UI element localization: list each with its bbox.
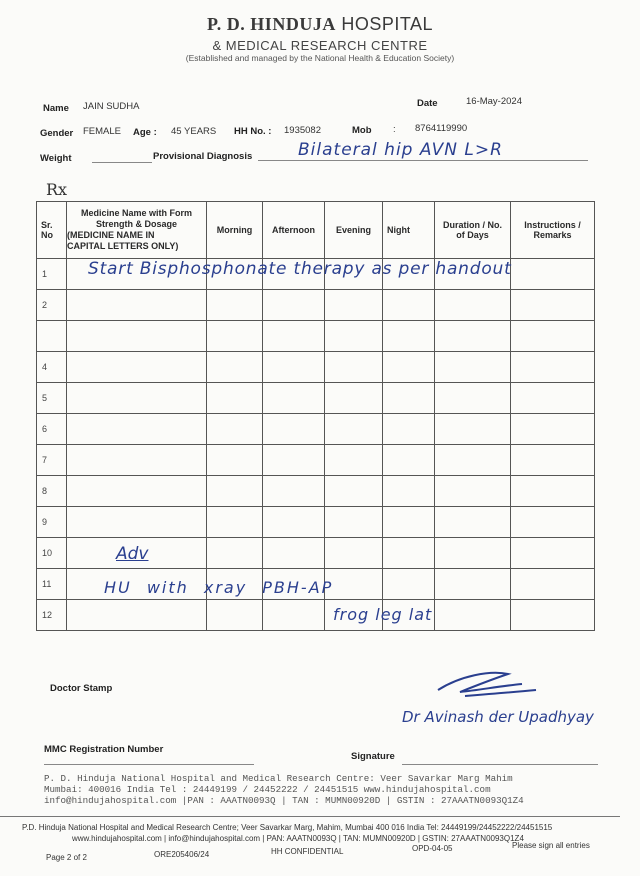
table-cell: [207, 538, 263, 569]
table-cell: [67, 600, 207, 631]
hospital-name-rest: HOSPITAL: [341, 14, 434, 34]
header-medicine-line3: (MEDICINE NAME IN: [67, 230, 155, 240]
patient-gender: FEMALE: [83, 126, 122, 137]
mobile-number: 8764119990: [415, 123, 468, 134]
table-row: [37, 476, 595, 507]
header-evening: Evening: [325, 202, 383, 259]
table-cell: [207, 383, 263, 414]
table-cell: [511, 569, 595, 600]
table-cell: [383, 321, 435, 352]
table-cell: [263, 290, 325, 321]
table-row: [37, 290, 595, 321]
table-cell: [511, 414, 595, 445]
table-cell: [325, 507, 383, 538]
sign-all-note: Please sign all entries: [512, 841, 590, 850]
signature-label: Signature: [351, 751, 395, 762]
table-cell: [511, 290, 595, 321]
table-cell: [511, 476, 595, 507]
row-number: 5: [37, 383, 67, 414]
table-cell: [263, 414, 325, 445]
form-code: ORE205406/24: [154, 850, 210, 859]
footer-line-1: P.D. Hinduja National Hospital and Medical Research Centre; Veer Savarkar Marg, Mahim, Mumbai 400 016 India Tel: 24449199/24452222/24451515: [22, 823, 553, 832]
table-cell: [383, 476, 435, 507]
table-cell: [207, 321, 263, 352]
table-cell: [435, 445, 511, 476]
table-cell: [207, 600, 263, 631]
table-cell: [435, 321, 511, 352]
visit-date: 16-May-2024: [466, 96, 522, 107]
table-cell: [325, 321, 383, 352]
table-cell: [511, 600, 595, 631]
row-number: 11: [37, 569, 67, 600]
header-morning: Morning: [207, 202, 263, 259]
mob-label: Mob: [352, 125, 372, 136]
table-cell: [67, 507, 207, 538]
handwritten-row12: frog leg lat: [333, 605, 433, 624]
row-number: 12: [37, 600, 67, 631]
row-number: 1: [37, 259, 67, 290]
signature-line: [402, 764, 598, 765]
header-medicine: [67, 202, 207, 259]
prescription-rows: [37, 259, 595, 631]
table-cell: [67, 414, 207, 445]
table-cell: [263, 352, 325, 383]
table-cell: [325, 414, 383, 445]
table-cell: [325, 352, 383, 383]
table-cell: [207, 445, 263, 476]
doctor-stamp-label: Doctor Stamp: [50, 683, 113, 694]
table-cell: [435, 383, 511, 414]
table-cell: [207, 290, 263, 321]
mmc-label: MMC Registration Number: [44, 744, 164, 755]
table-cell: [207, 352, 263, 383]
table-cell: [435, 600, 511, 631]
table-cell: [383, 352, 435, 383]
rx-symbol: Rx: [46, 180, 68, 199]
table-cell: [435, 569, 511, 600]
table-cell: [511, 321, 595, 352]
table-cell: [263, 383, 325, 414]
table-cell: [435, 538, 511, 569]
hospital-name-bold: P. D. HINDUJA: [206, 14, 336, 34]
table-cell: [67, 445, 207, 476]
table-cell: [435, 352, 511, 383]
hh-label: HH No. :: [234, 126, 272, 137]
table-cell: [435, 507, 511, 538]
mob-colon: :: [393, 124, 396, 135]
row-number: 2: [37, 290, 67, 321]
handwritten-row10: Adv: [116, 544, 149, 564]
table-cell: [263, 600, 325, 631]
hospital-title: [0, 14, 640, 35]
table-cell: [325, 383, 383, 414]
header-medicine-line2: Strength & Dosage: [95, 219, 177, 229]
table-cell: [67, 321, 207, 352]
row-number: 9: [37, 507, 67, 538]
diagnosis-line: [258, 160, 588, 161]
table-cell: [207, 414, 263, 445]
table-cell: [383, 507, 435, 538]
table-cell: [263, 476, 325, 507]
row-number: [37, 321, 67, 352]
handwritten-row11: HU with xray PBH-AP: [104, 578, 334, 597]
table-row: [37, 352, 595, 383]
table-row: [37, 600, 595, 631]
footer-line-2: www.hindujahospital.com | info@hindujahospital.com | PAN: AAATN0093Q | TAN: MUMN00920D | GSTIN: 27AAATN0093Q1Z4: [72, 834, 524, 843]
table-cell: [263, 445, 325, 476]
table-cell: [67, 290, 207, 321]
diagnosis-handwritten: Bilateral hip AVN L>R: [298, 140, 503, 160]
table-cell: [263, 507, 325, 538]
mmc-line: [44, 764, 254, 765]
date-label: Date: [417, 98, 438, 109]
table-row: [37, 321, 595, 352]
table-cell: [383, 445, 435, 476]
page-number: Page 2 of 2: [46, 853, 87, 862]
patient-age: 45 YEARS: [171, 126, 217, 137]
header-night: Night: [383, 202, 435, 259]
row-number: 6: [37, 414, 67, 445]
table-cell: [67, 383, 207, 414]
table-cell: [383, 538, 435, 569]
table-row: [37, 445, 595, 476]
signature-scribble: [430, 668, 540, 704]
table-cell: [383, 383, 435, 414]
table-cell: [435, 290, 511, 321]
table-cell: [511, 538, 595, 569]
footer-divider: [0, 816, 620, 817]
table-cell: [263, 321, 325, 352]
gender-label: Gender: [40, 128, 74, 139]
table-cell: [383, 414, 435, 445]
doctor-signature: Dr Avinash der Upadhyay: [402, 708, 594, 726]
row-number: 8: [37, 476, 67, 507]
table-cell: [511, 383, 595, 414]
row-number: 4: [37, 352, 67, 383]
table-cell: [435, 414, 511, 445]
table-cell: [263, 538, 325, 569]
header-medicine-line4: CAPITAL LETTERS ONLY): [67, 241, 179, 251]
table-cell: [511, 445, 595, 476]
patient-name: JAIN SUDHA: [83, 101, 140, 112]
weight-label: Weight: [40, 153, 72, 164]
table-cell: [207, 507, 263, 538]
table-cell: [511, 352, 595, 383]
hh-number: 1935082: [284, 125, 321, 136]
table-row: [37, 507, 595, 538]
handwritten-row1: Start Bisphosphonate therapy as per handout: [88, 259, 512, 279]
table-cell: [383, 290, 435, 321]
row-number: 7: [37, 445, 67, 476]
table-cell: [67, 476, 207, 507]
table-cell: [325, 476, 383, 507]
age-label: Age :: [133, 127, 157, 138]
footer-mono-1: P. D. Hinduja National Hospital and Medical Research Centre: Veer Savarkar Marg Mahim: [44, 773, 513, 784]
header-instructions: Instructions / Remarks: [511, 202, 595, 259]
row-number: 10: [37, 538, 67, 569]
diagnosis-label: Provisional Diagnosis: [153, 151, 253, 162]
table-cell: [325, 290, 383, 321]
header-duration: Duration / No. of Days: [435, 202, 511, 259]
table-cell: [67, 352, 207, 383]
footer-mono-3: info@hindujahospital.com |PAN : AAATN0093Q | TAN : MUMN00920D | GSTIN : 27AAATN0093Q1Z4: [44, 795, 524, 806]
table-row: [37, 414, 595, 445]
table-header-row: [37, 202, 595, 259]
hospital-established: (Established and managed by the National Health & Education Society): [185, 53, 455, 63]
table-cell: [511, 507, 595, 538]
header-medicine-line1: Medicine Name with Form: [80, 208, 193, 218]
confidential-label: HH CONFIDENTIAL: [271, 847, 344, 856]
table-cell: [325, 538, 383, 569]
opd-code: OPD-04-05: [412, 844, 453, 853]
table-cell: [435, 476, 511, 507]
header-afternoon: Afternoon: [263, 202, 325, 259]
table-cell: [207, 476, 263, 507]
weight-line: [92, 162, 152, 163]
table-row: [37, 383, 595, 414]
hospital-subtitle: & MEDICAL RESEARCH CENTRE: [212, 38, 428, 53]
table-cell: [511, 259, 595, 290]
table-cell: [383, 569, 435, 600]
footer-mono-2: Mumbai: 400016 India Tel : 24449199 / 24452222 / 24451515 www.hindujahospital.com: [44, 784, 491, 795]
header-sr: Sr. No: [37, 202, 67, 259]
table-cell: [325, 445, 383, 476]
name-label: Name: [43, 103, 69, 114]
